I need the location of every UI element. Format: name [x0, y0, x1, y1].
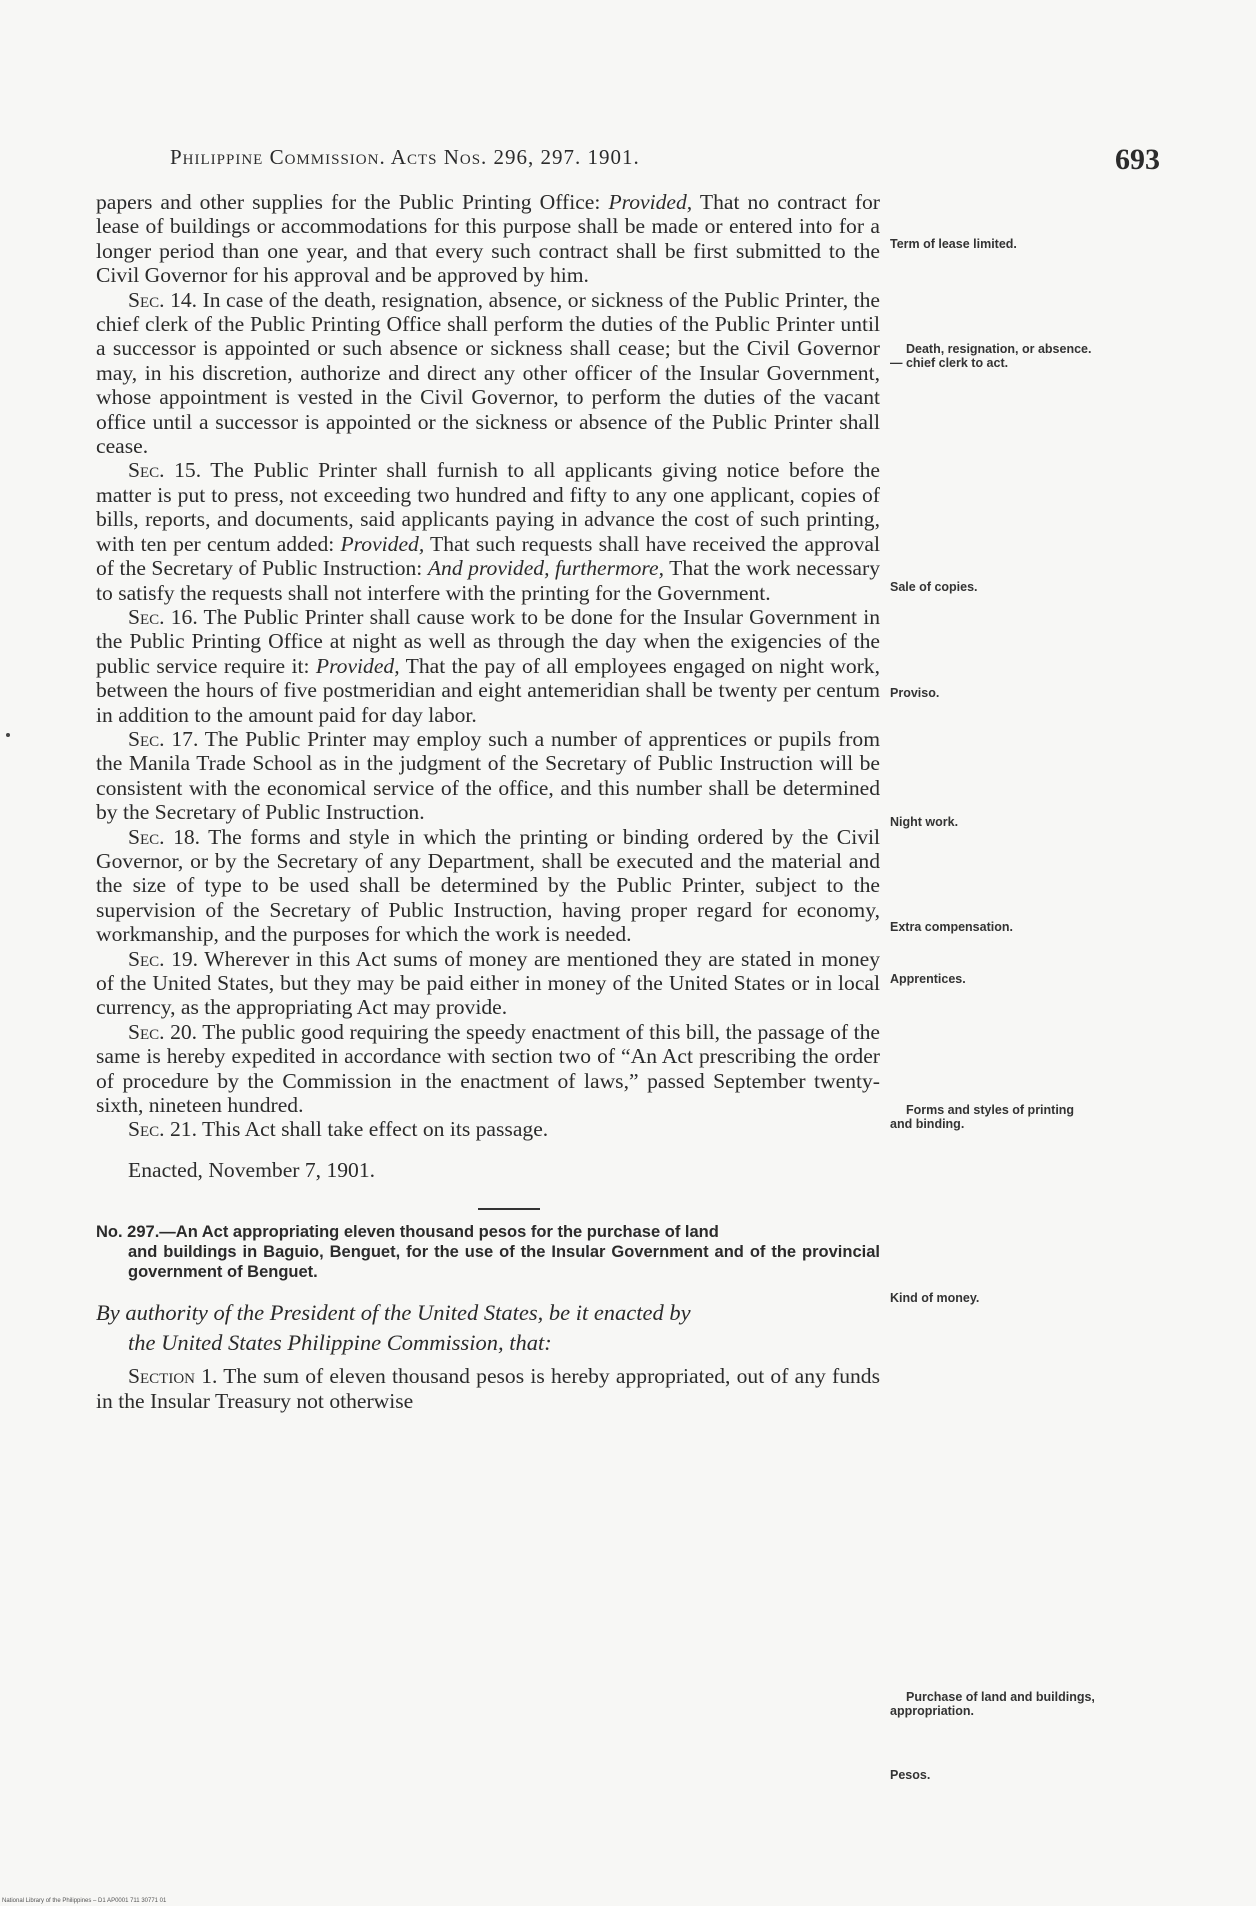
page-number: 693: [1115, 143, 1160, 176]
section-20: Sec. 20. The public good requiring the speedy enactment of this bill, the passage of the same is hereby expedited in accordance with section two of “An Act prescribing the order of procedure by the Commission in the enactment of laws,” passed September twenty-sixth, nineteen hundred.: [96, 1019, 880, 1118]
running-title: Philippine Commission. Acts Nos. 296, 297. 1901.: [170, 145, 640, 169]
margin-note-purchase: Purchase of land and buildings, appropriation.: [890, 1690, 1095, 1718]
paragraph-continuation: papers and other supplies for the Public Printing Office: Provided, That no contract for lease of buildings or accommodations for this purpose shall be made or entered into for a longer period than one year, and that every such contract shall be first submitted to the Civil Governor for his approval and be approved by him.: [96, 190, 880, 288]
document-body: [96, 190, 880, 1413]
act-297-title: No. 297.—An Act appropriating eleven thousand pesos for the purchase of land and buildings in Baguio, Benguet, for the use of the Insular Government and of the provincial government of Benguet.: [96, 1223, 880, 1282]
margin-note-proviso: Proviso.: [890, 686, 940, 700]
margin-note-term: Term of lease limited.: [890, 237, 1017, 251]
enacted-line: Enacted, November 7, 1901.: [128, 1157, 376, 1182]
section-16: Sec. 16. The Public Printer shall cause work to be done for the Insular Government in the Public Printing Office at night as well as through the day when the exigencies of the public service require it: Provided, That the pay of all employees engaged on night work, between the hours of five postmeridian and eight antemeridian shall be twenty per centum in addition to the amount paid for day labor.: [96, 604, 881, 727]
margin-note-death: Death, resignation, or absence. — chief clerk to act.: [890, 342, 1092, 370]
section-15: Sec. 15. The Public Printer shall furnish to all applicants giving notice before the matter is put to press, not exceeding two hundred and fifty to any one applicant, copies of bills, reports, and documents, said applicants paying in advance the cost of such printing, with ten per centum added: Provided, That such requests shall have received the approval of the Secretary of Public Instruction: And provided, furthermore, That the work necessary to satisfy the requests shall not interfere with the printing for the Government.: [96, 458, 881, 605]
section-divider: [478, 1208, 540, 1210]
section-14: Sec. 14. In case of the death, resignation, absence, or sickness of the Public Printer, the chief clerk of the Public Printing Office shall perform the duties of the Public Printer until a successor is appointed or such absence or sickness shall cease; but the Civil Governor may, in his discretion, authorize and direct any other officer of the Insular Government, whose appointment is vested in the Civil Governor, to perform the duties of the vacant office until a successor is appointed or the sickness or absence of the Public Printer shall cease.: [96, 287, 880, 459]
speck-mark: [6, 733, 10, 737]
margin-note-apprentices: Apprentices.: [890, 972, 966, 986]
section-19: Sec. 19. Wherever in this Act sums of money are mentioned they are stated in money of the United States, but they may be paid either in money of the United States or in local currency, as the appropriating Act may provide.: [96, 946, 881, 1020]
margin-note-sale: Sale of copies.: [890, 580, 978, 594]
section-21: Sec. 21. This Act shall take effect on its passage.: [128, 1117, 549, 1142]
section-17: Sec. 17. The Public Printer may employ such a number of apprentices or pupils from the Manila Trade School as in the judgment of the Secretary of Public Instruction will be consistent with the economical service of the office, and this number shall be determined by the Secretary of Public Instruction.: [96, 726, 880, 825]
margin-note-forms: Forms and styles of printing and binding.: [890, 1103, 1075, 1131]
scan-credit: National Library of the Philippines – D1 AP0001 711 30771 01: [2, 1898, 167, 1904]
margin-note-extra: Extra compensation.: [890, 920, 1013, 934]
running-header: [170, 143, 1180, 176]
enacting-clause: By authority of the President of the United States, be it enacted by the United States Philippine Commission, that:: [96, 1300, 691, 1356]
margin-note-kind: Kind of money.: [890, 1291, 980, 1305]
margin-note-pesos: Pesos.: [890, 1768, 931, 1782]
margin-note-night: Night work.: [890, 815, 959, 829]
section-18: Sec. 18. The forms and style in which the printing or binding ordered by the Civil Governor, or by the Secretary of any Department, shall be executed and the material and the size of type to be used shall be determined by the Public Printer, subject to the supervision of the Secretary of Public Instruction, having proper regard for economy, workmanship, and the purposes for which the work is needed.: [96, 824, 881, 947]
section-1: Section 1. The sum of eleven thousand pesos is hereby appropriated, out of any funds in the Insular Treasury not otherwise: [96, 1364, 881, 1413]
